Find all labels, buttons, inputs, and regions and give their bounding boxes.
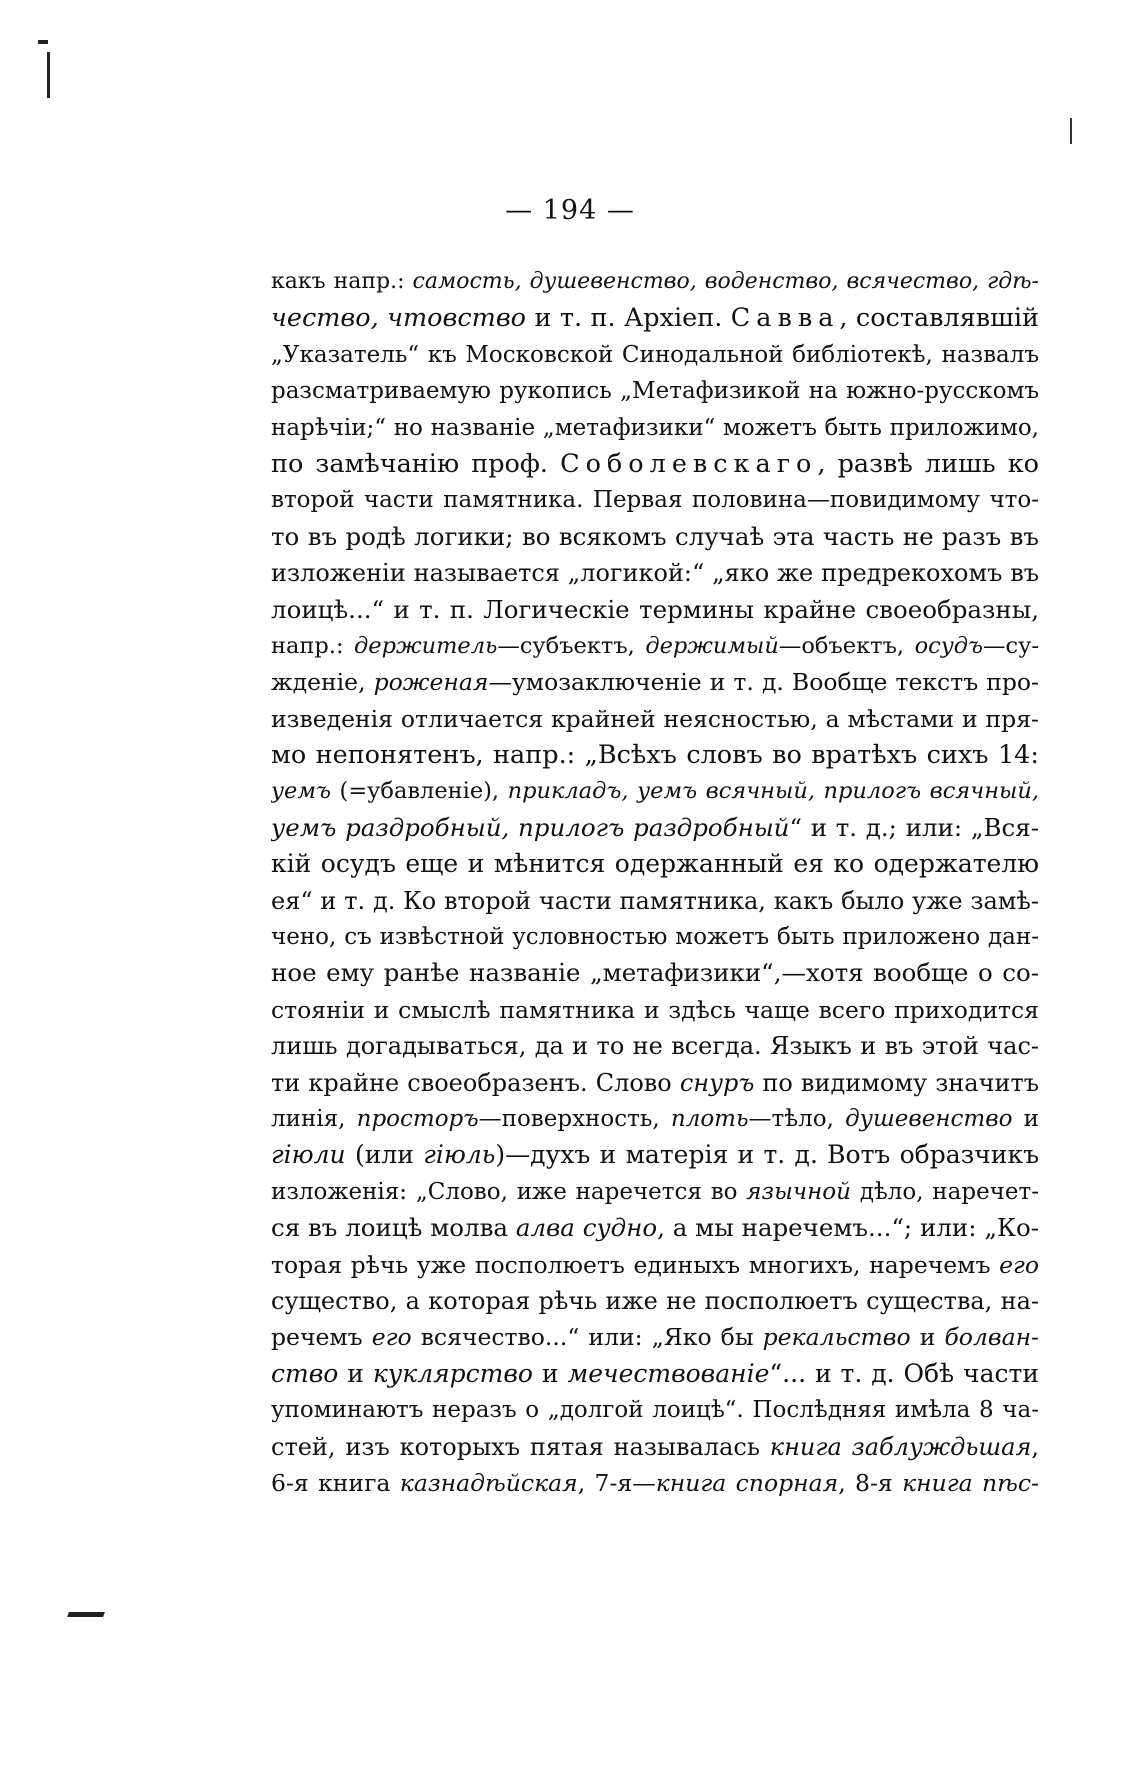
- text-line: [271, 883, 1039, 919]
- text-segment: ея“ и т. д. Ко второй части памятника, какъ было уже замѣ-: [271, 886, 1039, 915]
- text-segment: , развѣ лишь ко: [817, 448, 1039, 479]
- text-segment: разсматриваемую рукопись „Метафизикой на южно-русскомъ: [271, 378, 1039, 405]
- text-segment: лоицѣ...“ и т. п. Логическіе термины крайне своеобразны,: [271, 594, 1039, 624]
- text-line: [271, 919, 1039, 955]
- text-segment: какъ напр.:: [271, 269, 413, 294]
- italic-term: мечествованіе: [567, 1358, 770, 1388]
- italic-term: плоть: [670, 1105, 749, 1132]
- text-segment: второй части памятника. Первая половина—повидимому что-: [271, 487, 1039, 514]
- text-segment: —су-: [983, 632, 1039, 659]
- italic-term: его: [999, 1250, 1039, 1279]
- text-line: [271, 300, 1039, 336]
- right-margin-rule: [1070, 118, 1072, 144]
- text-line: [271, 992, 1039, 1028]
- text-segment: (или: [345, 1140, 424, 1170]
- text-segment: стояніи и смыслѣ памятника и здѣсь чаще всего приходится: [271, 995, 1039, 1024]
- text-segment: и: [1012, 1105, 1039, 1132]
- italic-term: гіюль: [423, 1140, 496, 1170]
- text-line: [271, 592, 1039, 628]
- text-segment: —поверхность,: [478, 1105, 671, 1132]
- italic-term: роженая: [373, 668, 489, 697]
- spaced-name: Савва: [730, 303, 840, 334]
- text-segment: ся въ лоицѣ молва: [271, 1213, 516, 1243]
- text-line: [271, 1356, 1039, 1392]
- italic-term: болван-: [944, 1323, 1039, 1352]
- italic-term: уемъ: [271, 778, 332, 805]
- text-segment: , а мы наречемъ...“; или: „Ко-: [657, 1213, 1039, 1243]
- text-line: [271, 1174, 1039, 1210]
- text-segment: напр.:: [271, 632, 355, 659]
- text-line: [271, 1392, 1039, 1428]
- text-segment: —субъектъ,: [497, 632, 646, 659]
- text-line: [271, 737, 1039, 773]
- text-line: [271, 628, 1039, 664]
- text-line: [271, 701, 1039, 737]
- text-line: [271, 773, 1039, 809]
- text-segment: изведенія отличается крайней неясностью, а мѣстами и пря-: [271, 704, 1039, 733]
- text-line: [271, 1283, 1039, 1319]
- text-segment: то въ родѣ логики; во всякомъ случаѣ эта часть не разъ въ: [271, 521, 1039, 551]
- text-line: [271, 373, 1039, 409]
- text-segment: “ и т. д.; или: „Вся-: [789, 812, 1039, 842]
- italic-term: осудъ: [914, 632, 984, 659]
- text-segment: ное ему ранѣе названіе „метафизики“,—хотя вообще о со-: [271, 958, 1039, 988]
- text-line: [271, 1028, 1039, 1064]
- italic-term: держитель: [354, 632, 498, 659]
- text-segment: —тѣло,: [748, 1105, 846, 1132]
- text-line: [271, 519, 1039, 555]
- text-segment: , 7-я—: [577, 1468, 656, 1497]
- text-segment: и: [910, 1323, 945, 1352]
- spaced-name: Соболевскаго: [560, 448, 818, 479]
- text-segment: ти крайне своеобразенъ. Слово: [271, 1068, 680, 1097]
- text-line: [271, 810, 1039, 846]
- text-segment: линія,: [271, 1105, 357, 1132]
- italic-term: язычной: [746, 1178, 851, 1205]
- italic-term: душевенство: [845, 1105, 1013, 1132]
- text-line: [271, 955, 1039, 991]
- italic-term: книга заблуждьшая: [769, 1432, 1032, 1461]
- bottom-margin-mark: [67, 1612, 105, 1617]
- italic-term: книга спорная: [655, 1468, 839, 1497]
- text-line: [271, 1319, 1039, 1355]
- text-line: [271, 446, 1039, 482]
- text-segment: торая рѣчь уже посполюетъ единыхъ многихъ, наречемъ: [271, 1250, 1000, 1279]
- text-segment: изложеніи называется „логикой:“ „яко же предрекохомъ въ: [271, 559, 1039, 588]
- italic-term: самость, душевенство, воденство, всячество, гдѣ-: [412, 269, 1039, 294]
- text-segment: чено, съ извѣстной условностью можетъ быть приложено дан-: [271, 924, 1039, 951]
- italic-term: казнадѣйская: [399, 1468, 578, 1497]
- text-segment: изложенія: „Слово, иже наречется во: [271, 1178, 747, 1205]
- text-segment: стей, изъ которыхъ пятая называлась: [271, 1432, 770, 1461]
- italic-term: держимый: [645, 632, 779, 659]
- text-segment: существо, а которая рѣчь иже не посполюетъ существа, на-: [271, 1286, 1039, 1315]
- text-line: [271, 1465, 1039, 1501]
- italic-term: прикладъ, уемъ всячный, прилогъ всячный,: [507, 778, 1039, 805]
- text-segment: нарѣчіи;“ но названіе „метафизики“ можетъ быть приложимо,: [271, 414, 1039, 441]
- left-margin-rule: [47, 52, 50, 98]
- text-segment: (=убавленіе),: [331, 778, 508, 805]
- text-line: [271, 1210, 1039, 1246]
- text-segment: всячество...“ или: „Яко бы: [411, 1323, 763, 1352]
- italic-term: книга пѣс-: [902, 1468, 1039, 1497]
- text-segment: и: [338, 1358, 373, 1388]
- text-segment: мо непонятенъ, напр.: „Всѣхъ словъ во вратѣхъ сихъ 14:: [271, 740, 1039, 771]
- text-segment: —умозаключеніе и т. д. Вообще текстъ про-: [488, 668, 1039, 697]
- text-segment: , составлявшій: [839, 303, 1039, 334]
- text-line: [271, 846, 1039, 882]
- text-line: [271, 555, 1039, 591]
- italic-term: гіюли: [271, 1140, 346, 1170]
- text-line: [271, 410, 1039, 446]
- text-segment: дѣло, наречет-: [850, 1178, 1039, 1205]
- italic-term: снуръ: [679, 1068, 755, 1097]
- italic-term: алва судно: [515, 1213, 658, 1243]
- text-segment: , 8-я: [838, 1468, 903, 1497]
- text-segment: жденіе,: [271, 668, 374, 697]
- italic-term: его: [371, 1323, 412, 1352]
- text-segment: )—духъ и матерія и т. д. Вотъ образчикъ: [495, 1140, 1039, 1170]
- text-line: [271, 1137, 1039, 1173]
- text-line: [271, 1065, 1039, 1101]
- text-line: [271, 664, 1039, 700]
- italic-term: рекальство: [762, 1323, 911, 1352]
- italic-term: ство: [271, 1358, 339, 1388]
- text-segment: 6-я книга: [271, 1468, 400, 1497]
- text-segment: лишь догадываться, да и то не всегда. Языкъ и въ этой час-: [271, 1032, 1039, 1061]
- text-segment: „Указатель“ къ Московской Синодальной библіотекѣ, назвалъ: [271, 341, 1039, 368]
- text-segment: “... и т. д. Обѣ части: [769, 1358, 1039, 1388]
- page-number: — 194 —: [505, 195, 635, 226]
- text-segment: кій осудъ еще и мѣнится одержанный ея ко одержателю: [271, 849, 1039, 879]
- text-segment: по видимому значитъ: [754, 1068, 1039, 1097]
- text-segment: упоминаютъ неразъ о „долгой лоицѣ“. Послѣдняя имѣла 8 ча-: [271, 1397, 1039, 1424]
- italic-term: уемъ раздробный, прилогъ раздробный: [271, 812, 790, 842]
- text-line: [271, 1101, 1039, 1137]
- text-line: [271, 482, 1039, 518]
- text-segment: ,: [1031, 1432, 1039, 1461]
- text-segment: и: [532, 1358, 568, 1388]
- italic-term: чество, чтовство: [271, 303, 527, 334]
- left-margin-mark: [38, 40, 48, 44]
- body-text: [271, 264, 1039, 1501]
- italic-term: куклярство: [372, 1358, 533, 1388]
- text-line: [271, 337, 1039, 373]
- text-segment: речемъ: [271, 1323, 372, 1352]
- text-line: [271, 1247, 1039, 1283]
- text-segment: —объектъ,: [778, 632, 915, 659]
- text-line: [271, 264, 1039, 300]
- text-segment: по замѣчанію проф.: [271, 448, 561, 479]
- text-line: [271, 1429, 1039, 1465]
- text-segment: и т. п. Архіеп.: [526, 303, 731, 334]
- italic-term: просторъ: [356, 1105, 479, 1132]
